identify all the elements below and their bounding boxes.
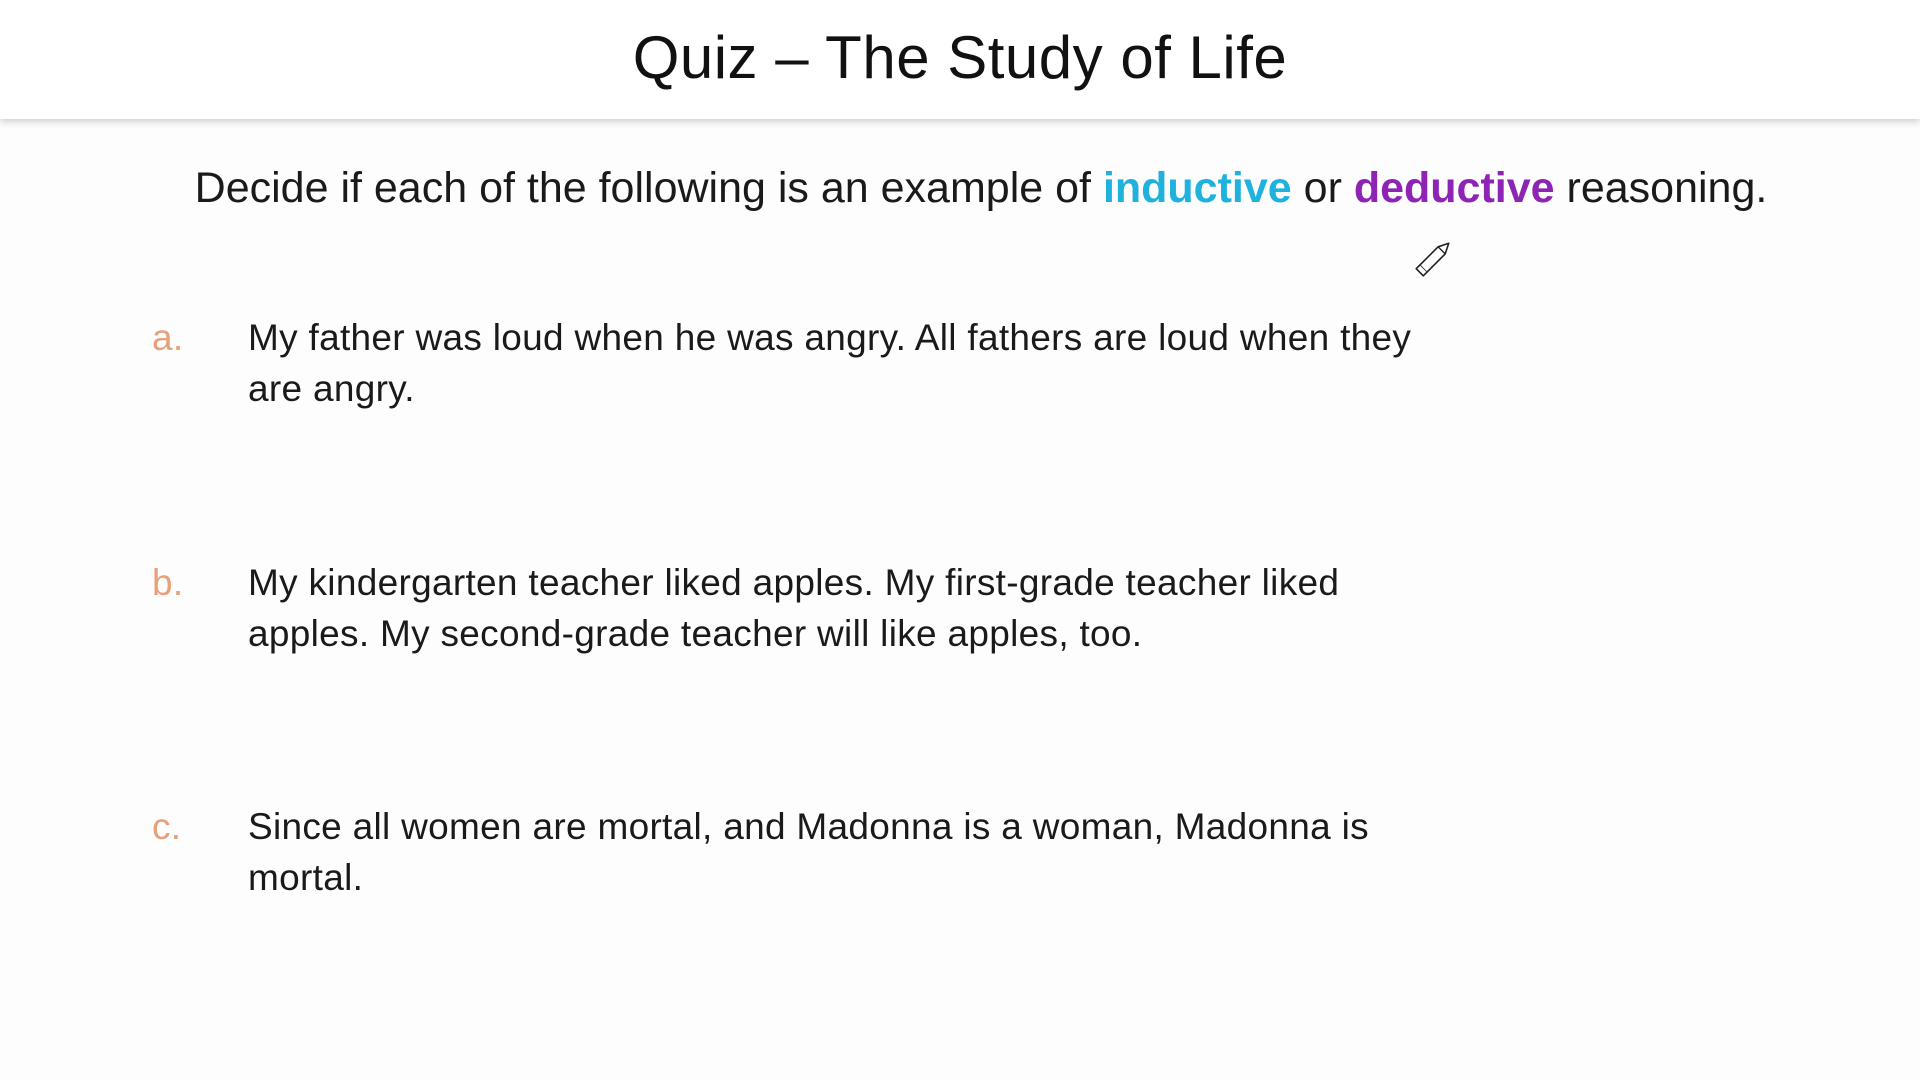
question-letter: b.	[152, 562, 184, 603]
question-text: My father was loud when he was angry. All fathers are loud when they are angry.	[248, 317, 1412, 409]
pen-cursor-icon	[1410, 230, 1462, 282]
question-c	[152, 801, 1412, 903]
instruction-after: reasoning.	[1554, 164, 1768, 212]
title-bar	[0, 0, 1920, 119]
keyword-inductive: inductive	[1102, 164, 1292, 212]
question-a	[152, 312, 1412, 414]
instruction-before: Decide if each of the following is an example of	[194, 164, 1103, 212]
keyword-deductive: deductive	[1353, 164, 1555, 212]
instruction-middle: or	[1291, 164, 1354, 212]
instruction-text	[0, 164, 1920, 213]
slide-title: Quiz – The Study of Life	[632, 24, 1288, 91]
question-letter: c.	[152, 806, 182, 847]
question-b	[152, 557, 1412, 659]
question-text: My kindergarten teacher liked apples. My first-grade teacher liked apples. My second-grade teacher will like apples, too.	[248, 562, 1340, 654]
question-text: Since all women are mortal, and Madonna is a woman, Madonna is mortal.	[248, 806, 1369, 898]
question-letter: a.	[152, 317, 184, 358]
